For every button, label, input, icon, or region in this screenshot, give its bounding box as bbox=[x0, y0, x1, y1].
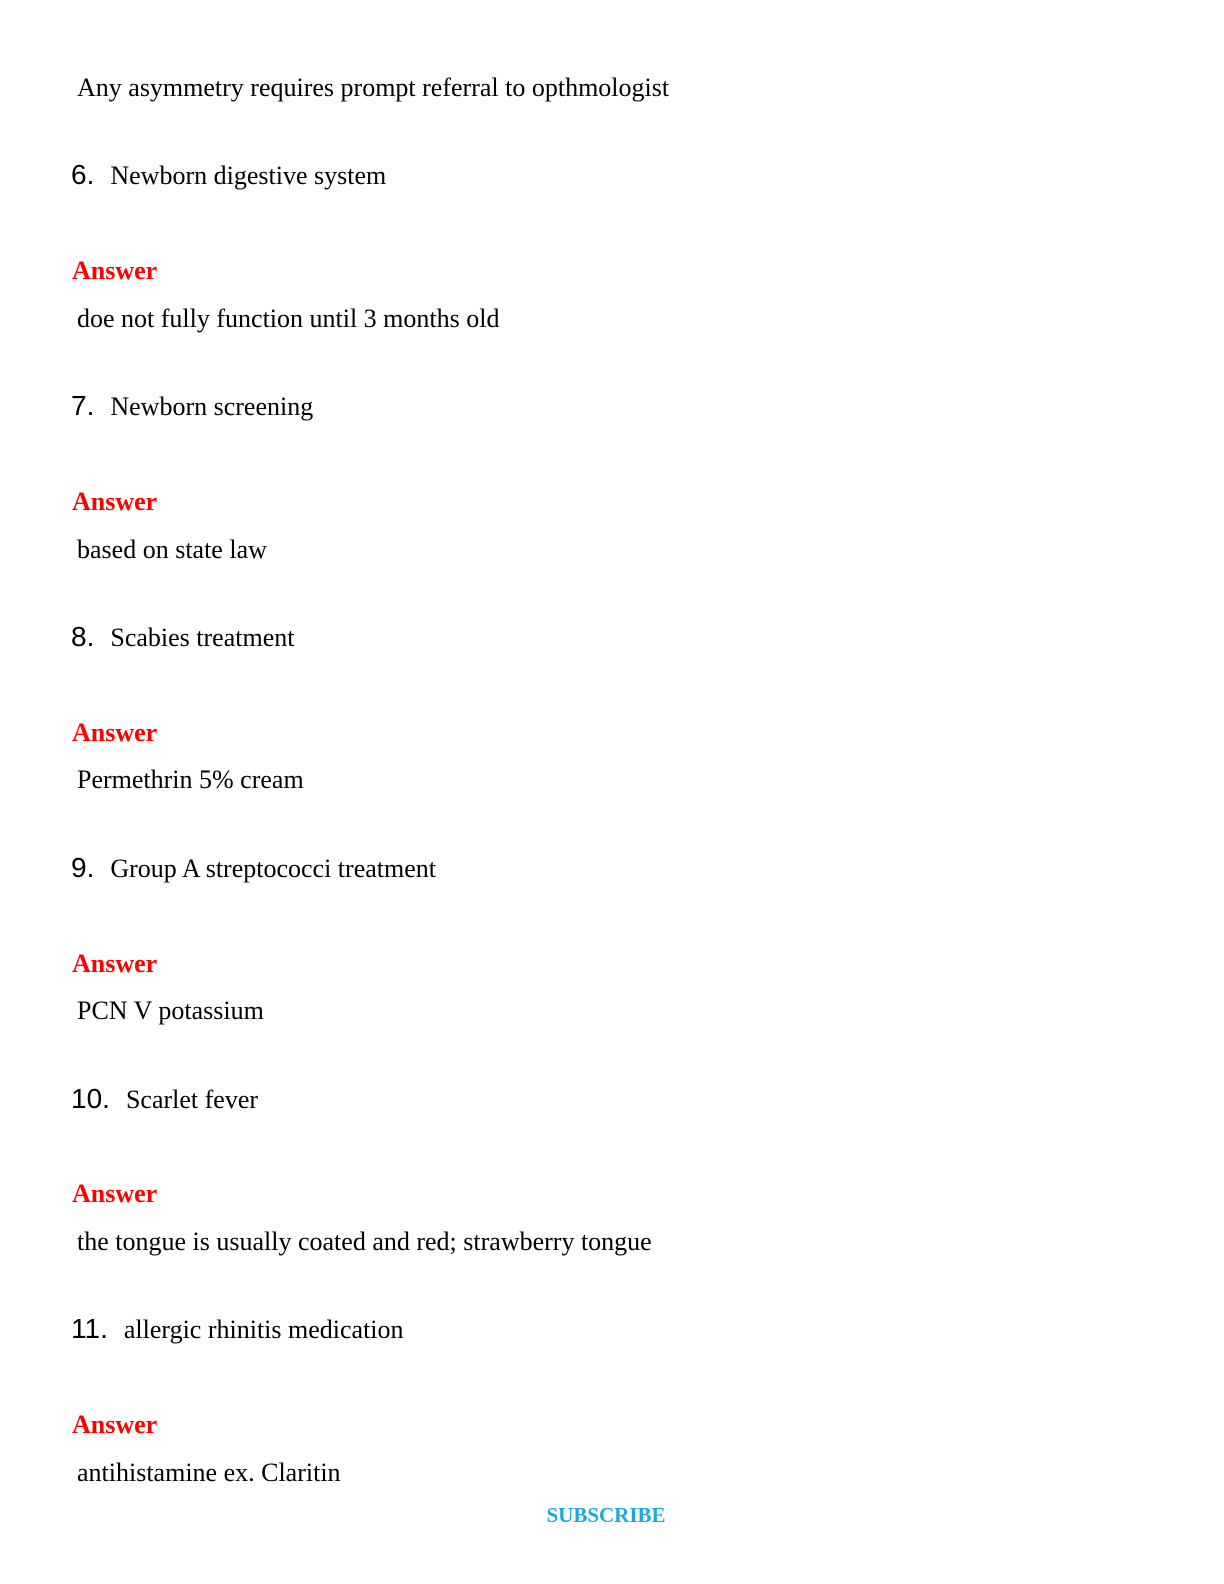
answer-label: Answer bbox=[72, 487, 158, 516]
question-number: 10 bbox=[71, 1083, 103, 1114]
question-8: 8 . Scabies treatment bbox=[71, 621, 295, 652]
answer-text: the tongue is usually coated and red; strawberry tongue bbox=[77, 1227, 652, 1256]
question-9: 9 . Group A streptococci treatment bbox=[71, 852, 436, 883]
question-10: 10 . Scarlet fever bbox=[71, 1083, 259, 1114]
question-text: allergic rhinitis medication bbox=[123, 1315, 404, 1344]
question-number: 7 bbox=[71, 390, 87, 421]
question-11: 11 . allergic rhinitis medication bbox=[71, 1313, 404, 1344]
answer-text: PCN V potassium bbox=[77, 996, 264, 1025]
answer-label: Answer bbox=[72, 256, 158, 285]
question-text: Scarlet fever bbox=[125, 1085, 259, 1114]
question-text: Newborn digestive system bbox=[110, 161, 387, 190]
answer-label: Answer bbox=[72, 949, 158, 978]
question-number: 11 bbox=[71, 1313, 101, 1344]
answer-label: Answer bbox=[72, 1410, 158, 1439]
answer-label: Answer bbox=[72, 718, 158, 747]
question-7: 7 . Newborn screening bbox=[71, 390, 314, 421]
answer-text: Permethrin 5% cream bbox=[77, 765, 304, 794]
answer-text: antihistamine ex. Claritin bbox=[77, 1458, 341, 1487]
question-text: Newborn screening bbox=[110, 392, 314, 421]
question-text: Group A streptococci treatment bbox=[110, 854, 436, 883]
intro-answer-text: Any asymmetry requires prompt referral to opthmologist bbox=[77, 73, 670, 102]
question-number: 6 bbox=[71, 159, 87, 190]
question-6: 6 . Newborn digestive system bbox=[71, 159, 387, 190]
question-text: Scabies treatment bbox=[110, 623, 295, 652]
answer-label: Answer bbox=[72, 1179, 158, 1208]
subscribe-link[interactable]: SUBSCRIBE bbox=[546, 1503, 666, 1527]
answer-text: doe not fully function until 3 months old bbox=[77, 304, 500, 333]
question-number: 8 bbox=[71, 621, 87, 652]
question-number: 9 bbox=[71, 852, 87, 883]
answer-text: based on state law bbox=[77, 535, 267, 564]
